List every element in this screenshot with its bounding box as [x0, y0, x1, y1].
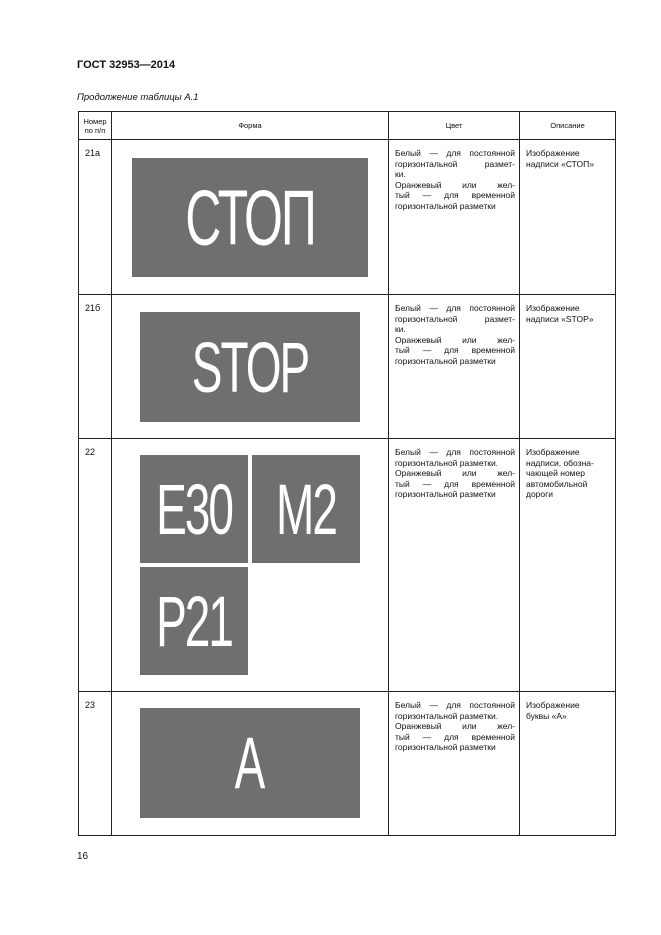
description-line: Изображение: [526, 148, 580, 158]
marking-plate: [140, 312, 360, 422]
color-line: Белый — для постоянной: [395, 303, 515, 313]
row-number: 23: [79, 692, 112, 836]
column-header-form: Форма: [112, 112, 389, 140]
description-cell: [520, 692, 616, 836]
row-number: 21б: [79, 295, 112, 439]
standard-designation: ГОСТ 32953—2014: [77, 59, 176, 71]
marking-plate: [140, 708, 360, 818]
color-line: горизонтальной размет-: [395, 158, 515, 169]
color-cell: [389, 295, 520, 439]
color-line: горизонтальной разметки: [395, 355, 496, 366]
color-line: горизонтальной разметки: [395, 200, 496, 211]
color-line: Оранжевый или жел-: [395, 721, 515, 731]
column-header-number-line2: по п/п: [84, 125, 106, 135]
color-line: горизонтальной разметки.: [395, 457, 499, 468]
column-header-color: Цвет: [389, 112, 520, 140]
description-cell: [520, 295, 616, 439]
page-number: 16: [77, 851, 89, 862]
description-line: надписи «СТОП»: [526, 158, 594, 169]
description-line: чающей номер: [526, 468, 585, 478]
description-line: Изображение: [526, 447, 580, 457]
description-line: дороги: [526, 489, 553, 499]
plate-text: М2: [276, 468, 336, 550]
marking-plate: [140, 567, 248, 675]
table-row: [79, 140, 616, 295]
row-number: 21а: [79, 140, 112, 295]
description-line: надписи, обозна-: [526, 457, 594, 468]
table-row: [79, 295, 616, 439]
column-header-number: [79, 112, 112, 140]
color-line: тый — для временной: [395, 478, 515, 489]
description-line: автомобильной: [526, 478, 588, 489]
form-cell: [112, 692, 389, 836]
table-row: [79, 692, 616, 836]
color-line: горизонтальной разметки: [395, 742, 496, 752]
color-line: тый — для временной: [395, 731, 515, 742]
color-line: Оранжевый или жел-: [395, 334, 515, 345]
color-line: тый — для временной: [395, 345, 515, 355]
color-line: горизонтальной разметки.: [395, 710, 499, 721]
color-line: горизонтальной размет-: [395, 313, 515, 324]
description-line: надписи «STOP»: [526, 313, 594, 324]
color-line: ки.: [395, 169, 406, 179]
color-line: Белый — для постоянной: [395, 148, 515, 158]
color-line: Белый — для постоянной: [395, 447, 515, 457]
marking-plate: [140, 455, 248, 563]
column-header-description: Описание: [520, 112, 616, 140]
plate-text: СТОП: [185, 174, 315, 261]
table-row: [79, 439, 616, 692]
color-line: тый — для временной: [395, 190, 515, 200]
description-line: Изображение: [526, 303, 580, 313]
table-continuation-caption: Продолжение таблицы А.1: [77, 92, 199, 103]
color-cell: [389, 140, 520, 295]
color-cell: [389, 692, 520, 836]
markings-table: [78, 111, 616, 836]
marking-plate: [132, 158, 368, 277]
color-cell: [389, 439, 520, 692]
description-line: буквы «А»: [526, 710, 567, 721]
form-cell: [112, 140, 389, 295]
plate-text: Р21: [156, 580, 232, 662]
plate-text: Е30: [156, 468, 232, 550]
marking-plate: [252, 455, 360, 563]
table-header-row: [79, 112, 616, 140]
description-cell: [520, 439, 616, 692]
form-cell: [112, 295, 389, 439]
description-line: Изображение: [526, 700, 580, 710]
row-number: 22: [79, 439, 112, 692]
plate-text: А: [234, 721, 266, 805]
color-line: горизонтальной разметки: [395, 489, 496, 499]
color-line: Оранжевый или жел-: [395, 179, 515, 190]
column-header-number-line1: Номер: [83, 116, 107, 126]
color-line: Оранжевый или жел-: [395, 468, 515, 478]
plate-text: STOP: [191, 326, 309, 408]
description-cell: [520, 140, 616, 295]
form-cell: [112, 439, 389, 692]
color-line: Белый — для постоянной: [395, 700, 515, 710]
color-line: ки.: [395, 324, 406, 334]
